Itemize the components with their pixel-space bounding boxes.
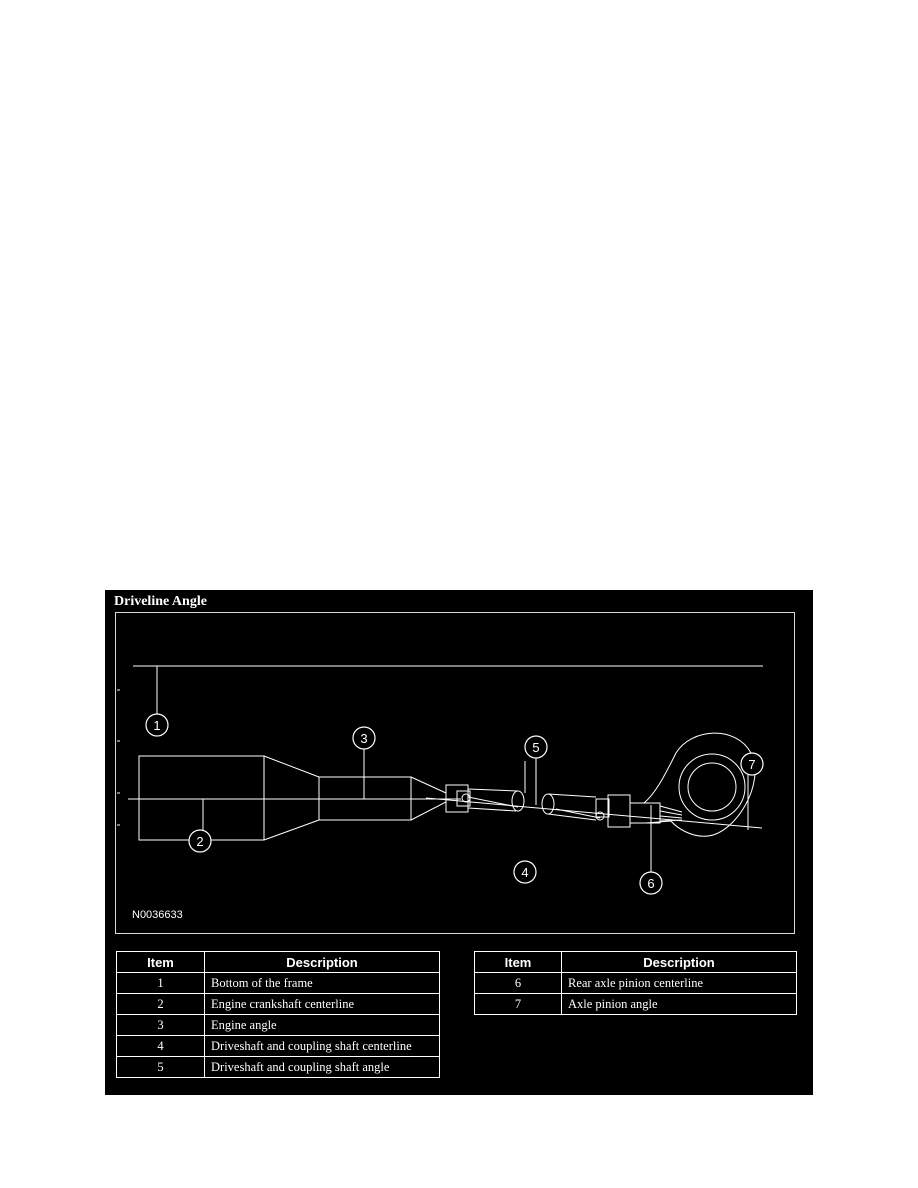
callout-6: 6 — [647, 876, 655, 891]
callout-3: 3 — [360, 731, 368, 746]
pinion-flange — [630, 803, 660, 823]
callout-4: 4 — [521, 865, 529, 880]
header-item: Item — [475, 952, 562, 973]
legend-table-right — [474, 951, 797, 1015]
item-number: 2 — [117, 994, 205, 1015]
callout-2: 2 — [196, 834, 204, 849]
front-driveshaft-tube — [468, 789, 518, 811]
table-row — [117, 1036, 440, 1057]
item-number: 3 — [117, 1015, 205, 1036]
differential-inner — [688, 763, 736, 811]
item-number: 1 — [117, 973, 205, 994]
table-header-row — [475, 952, 797, 973]
differential-outer — [679, 754, 745, 820]
table-row — [475, 973, 797, 994]
driveshaft-centerline — [426, 798, 762, 828]
front-tube-end — [512, 791, 524, 811]
rear-u-joint — [608, 795, 630, 827]
item-description: Axle pinion angle — [562, 994, 797, 1015]
engine-block — [139, 756, 264, 840]
table-row — [117, 1057, 440, 1078]
table-row — [117, 1015, 440, 1036]
header-description: Description — [562, 952, 797, 973]
item-description: Engine angle — [205, 1015, 440, 1036]
header-description: Description — [205, 952, 440, 973]
item-description: Bottom of the frame — [205, 973, 440, 994]
bell-housing — [264, 756, 319, 840]
callout-5: 5 — [532, 740, 540, 755]
front-u-joint-cross — [462, 794, 470, 802]
rear-driveshaft-tube — [548, 794, 600, 820]
table-row — [117, 994, 440, 1015]
item-description: Driveshaft and coupling shaft angle — [205, 1057, 440, 1078]
item-description: Rear axle pinion centerline — [562, 973, 797, 994]
rear-tube-start — [542, 794, 554, 814]
diagram-frame — [115, 612, 795, 934]
item-number: 4 — [117, 1036, 205, 1057]
item-description: Driveshaft and coupling shaft centerline — [205, 1036, 440, 1057]
item-number: 5 — [117, 1057, 205, 1078]
figure-title: Driveline Angle — [114, 594, 207, 609]
header-item: Item — [117, 952, 205, 973]
item-number: 6 — [475, 973, 562, 994]
callout-1: 1 — [153, 718, 161, 733]
driveline-angle-figure — [105, 590, 813, 1095]
driveline-diagram — [116, 613, 794, 933]
legend-table-left — [116, 951, 440, 1078]
callout-7: 7 — [748, 757, 756, 772]
table-row — [475, 994, 797, 1015]
figure-code: N0036633 — [132, 909, 183, 921]
item-number: 7 — [475, 994, 562, 1015]
table-row — [117, 973, 440, 994]
table-header-row — [117, 952, 440, 973]
item-description: Engine crankshaft centerline — [205, 994, 440, 1015]
